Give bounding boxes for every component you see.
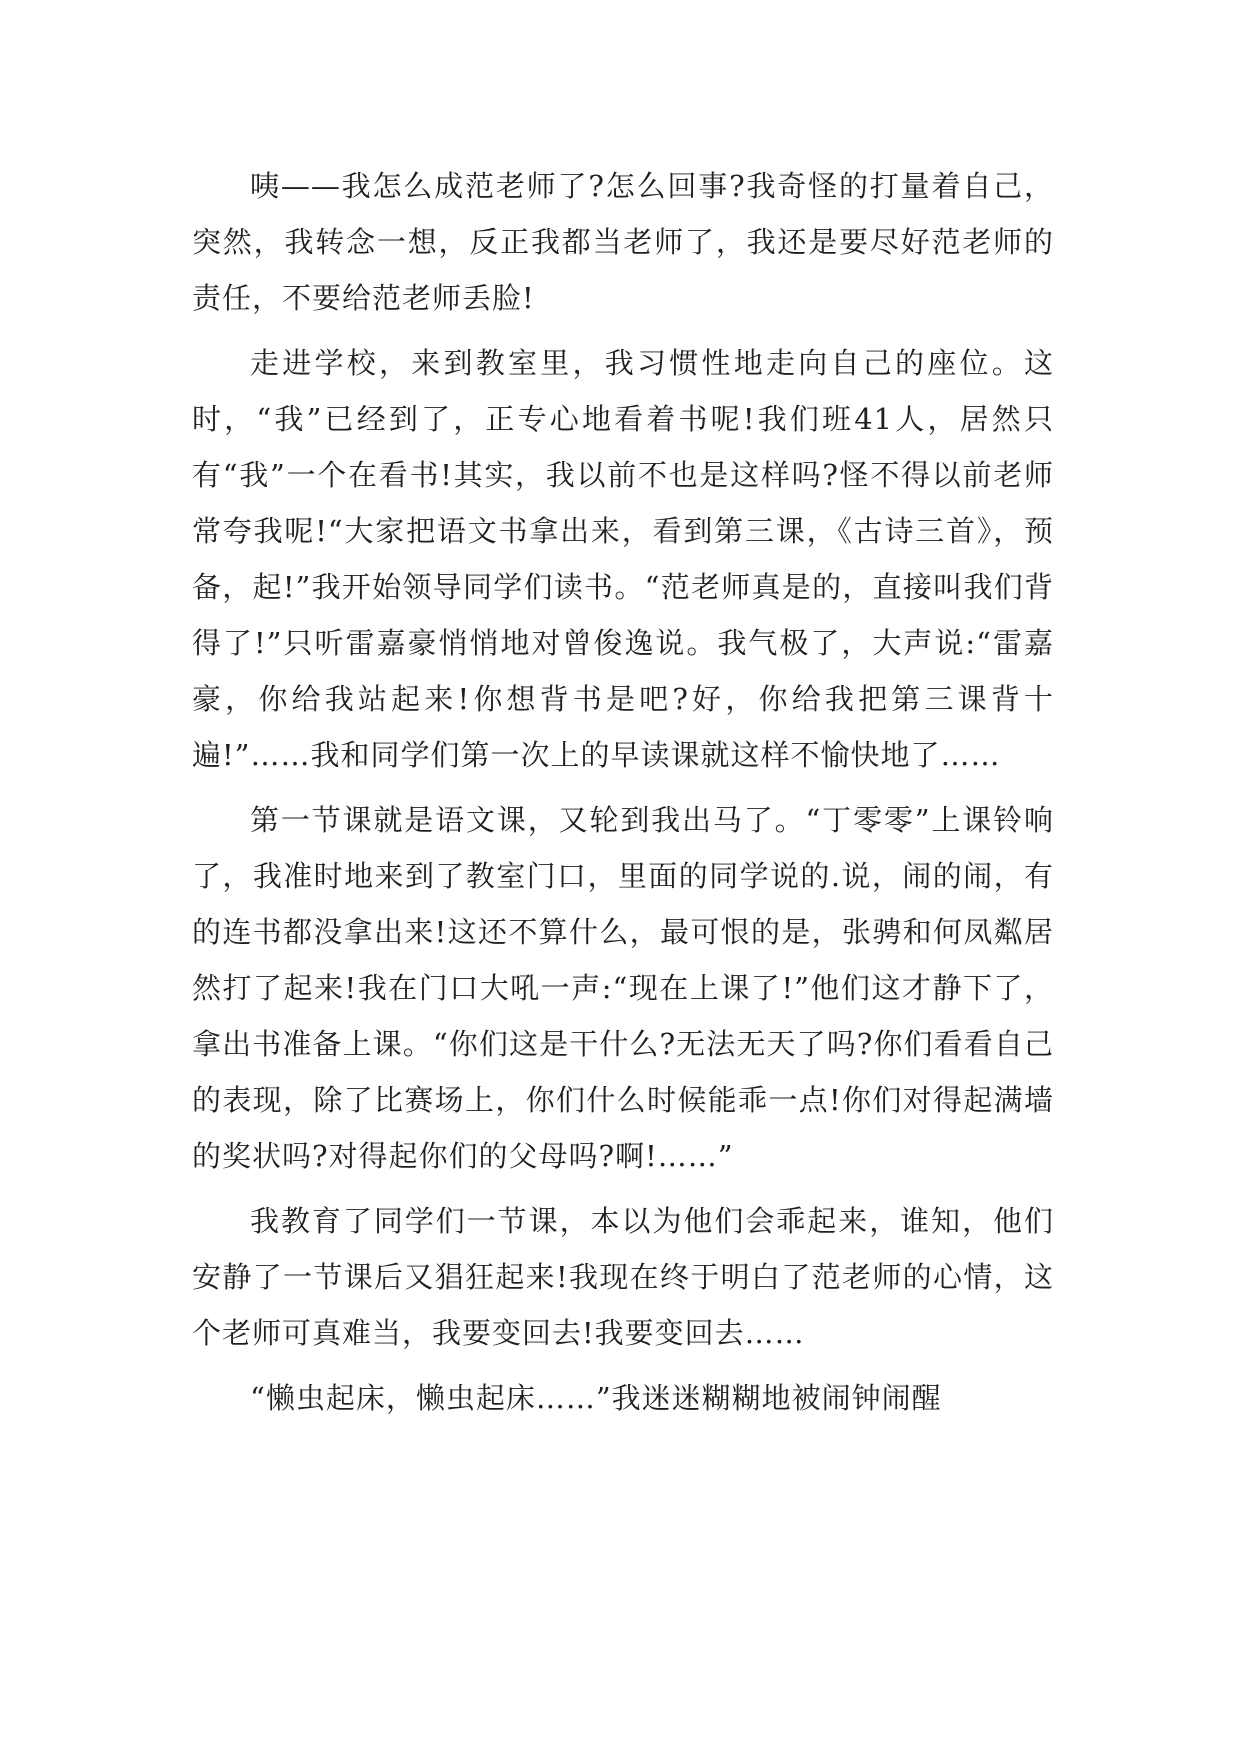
paragraph: “懒虫起床，懒虫起床……”我迷迷糊糊地被闹钟闹醒 [250, 1381, 942, 1415]
paragraph: 走进学校，来到教室里，我习惯性地走向自己的座位。这时，“我”已经到了，正专心地看着书呢!我们班41人，居然只有“我”一个在看书!其实，我以前不也是这样吗?怪不得以前老师常夸我呢!“大家把语文书拿出来，看到第三课，《古诗三首》，预备，起!”我开始领导同学们读书。“范老师真是的，直接叫我们背得了!”只听雷嘉豪悄悄地对曾俊逸说。我气极了，大声说:“雷嘉豪，你给我站起来!你想背书是吧?好，你给我把第三课背十遍!”……我和同学们第一次上的早读课就这样不愉快地了…… [192, 346, 1054, 772]
document-body [192, 158, 1054, 1426]
paragraph: 我教育了同学们一节课，本以为他们会乖起来，谁知，他们安静了一节课后又猖狂起来!我现在终于明白了范老师的心情，这个老师可真难当，我要变回去!我要变回去…… [192, 1204, 1054, 1350]
paragraph: 咦——我怎么成范老师了?怎么回事?我奇怪的打量着自己，突然，我转念一想，反正我都当老师了，我还是要尽好范老师的责任，不要给范老师丢脸! [192, 169, 1054, 315]
paragraph: 第一节课就是语文课，又轮到我出马了。“丁零零”上课铃响了，我准时地来到了教室门口，里面的同学说的.说，闹的闹，有的连书都没拿出来!这还不算什么，最可恨的是，张骋和何凤粼居然打了起来!我在门口大吼一声:“现在上课了!”他们这才静下了，拿出书准备上课。“你们这是干什么?无法无天了吗?你们看看自己的表现，除了比赛场上，你们什么时候能乖一点!你们对得起满墙的奖状吗?对得起你们的父母吗?啊!……” [192, 803, 1054, 1173]
